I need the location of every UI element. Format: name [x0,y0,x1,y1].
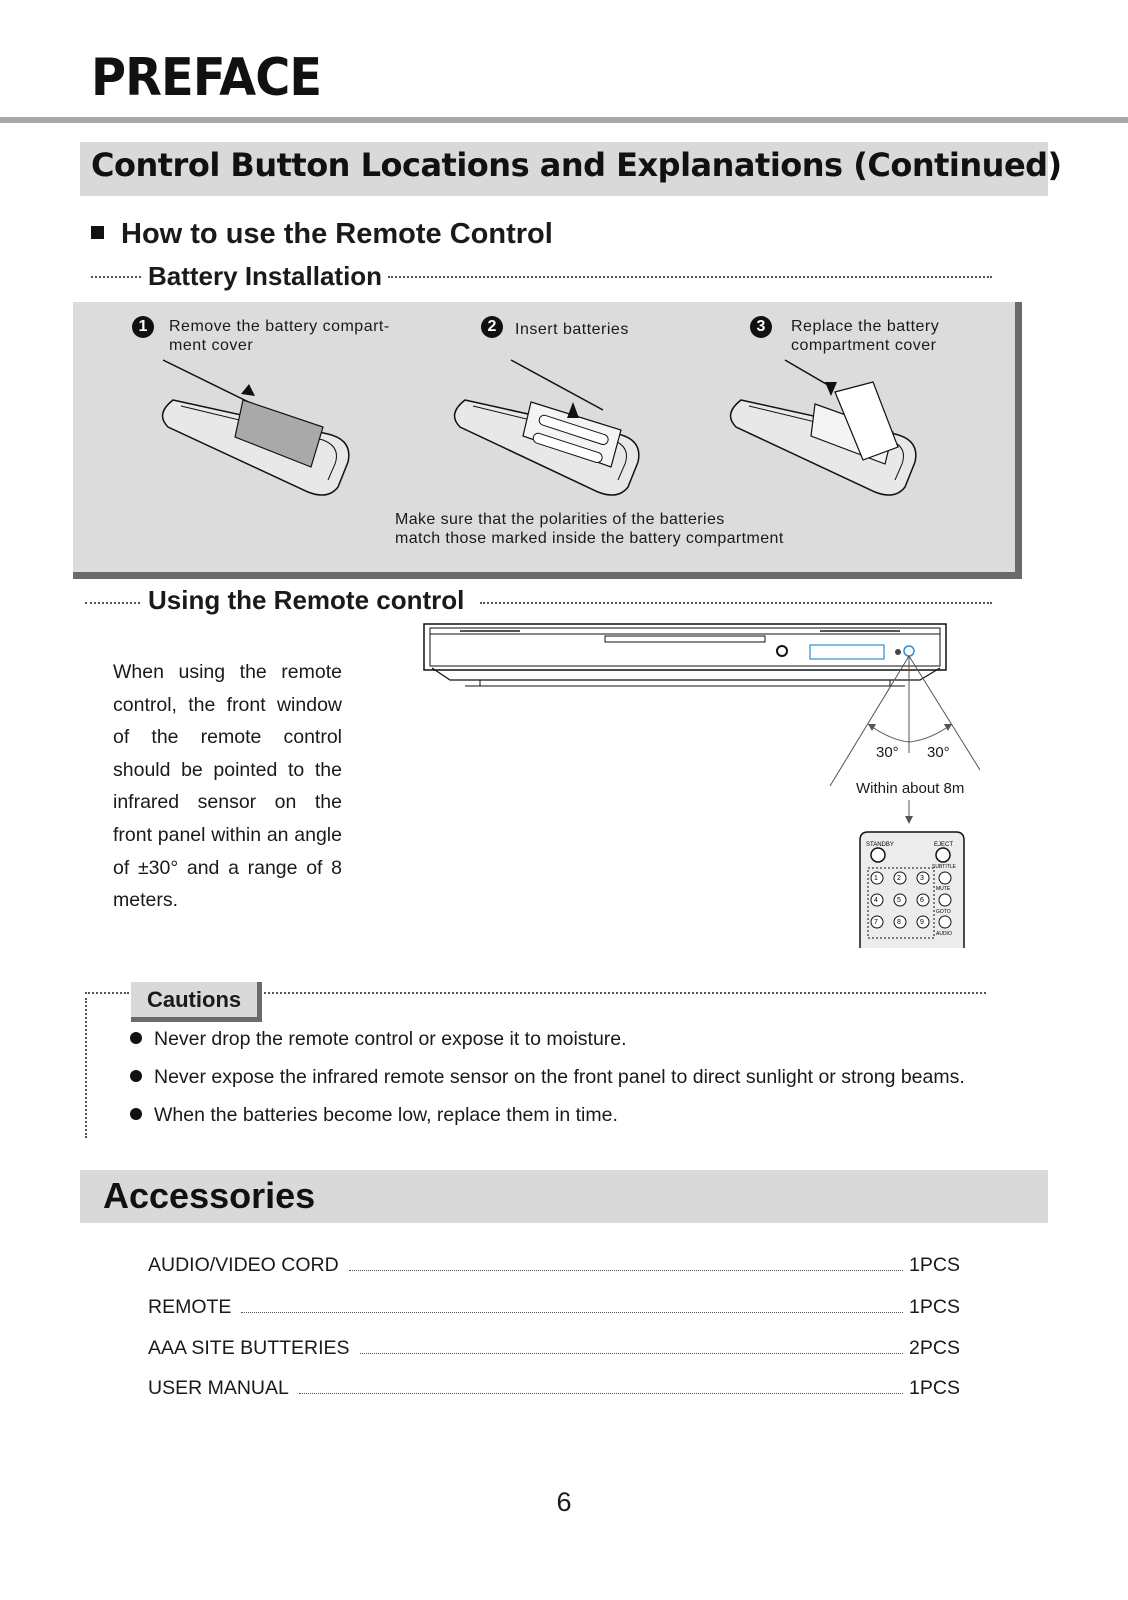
vertical-dotted-leader [85,998,87,1138]
battery-installation-panel [73,302,1022,579]
cautions-heading: Cautions [147,987,242,1012]
standby-label: STANDBY [866,842,894,848]
accessory-qty: 1PCS [909,1296,960,1318]
accessory-name: USER MANUAL [148,1377,289,1399]
dotted-leader [388,276,992,278]
key-9: 9 [920,919,924,926]
key-2: 2 [897,875,901,882]
caution-item [130,1028,627,1051]
step-2-number: 2 [481,316,503,338]
polarity-note [395,510,784,548]
bullet-icon [130,1070,142,1082]
dotted-leader [299,1379,903,1394]
bullet-icon [130,1032,142,1044]
accessory-qty: 1PCS [909,1377,960,1399]
page-number: 6 [556,1487,572,1517]
step-1-line1: Remove the battery compart- [169,318,390,335]
step-3-line2: compartment cover [791,337,937,354]
dotted-leader [85,992,129,994]
angle-left-label: 30° [876,744,899,761]
using-remote-heading: Using the Remote control [148,585,465,615]
accessories-heading: Accessories [103,1175,316,1216]
caution-text: When the batteries become low, replace them in time. [154,1104,618,1126]
section-title: Control Button Locations and Explanations (Continued) [91,146,1062,184]
accessory-name: REMOTE [148,1296,232,1318]
dotted-leader [91,276,141,278]
step-1-line2: ment cover [169,337,254,354]
bullet-icon [130,1108,142,1120]
title-divider [0,117,1128,123]
dotted-leader [241,1298,903,1313]
remote-usage-paragraph: When using the remote control, the front window of the remote control should be pointed to the infrared sensor on the front panel within an angle of ±30° and a range of 8 meters. [113,661,342,912]
dvd-player-illustration [424,624,946,686]
accessory-qty: 2PCS [909,1337,960,1359]
step-3-number: 3 [750,316,772,338]
subtitle-label: SUBTITLE [932,864,956,870]
caution-item [130,1104,618,1127]
caution-text: Never drop the remote control or expose it to moisture. [154,1028,627,1050]
step-2-text: Insert batteries [515,321,629,338]
accessory-name: AUDIO/VIDEO CORD [148,1254,339,1276]
caution-text: Never expose the infrared remote sensor on the front panel to direct sunlight or strong beams. [154,1066,965,1088]
step-3-line1: Replace the battery [791,318,940,335]
dotted-leader [480,602,992,604]
polarity-note-line1: Make sure that the polarities of the batteries [395,511,725,528]
polarity-note-line2: match those marked inside the battery compartment [395,530,784,547]
accessory-qty: 1PCS [909,1254,960,1276]
section-header-bar [80,142,1062,196]
key-7: 7 [874,919,878,926]
step-1-text [169,317,390,355]
key-3: 3 [920,875,924,882]
key-4: 4 [874,897,878,904]
angle-right-label: 30° [927,744,950,761]
dotted-leader [349,1256,903,1271]
eject-label: EJECT [934,842,954,848]
battery-steps-illustration [73,352,1015,512]
battery-installation-heading: Battery Installation [148,261,383,291]
subsection-title [91,218,553,251]
accessory-name: AAA SITE BUTTERIES [148,1337,350,1359]
accessories-header-bar [80,1170,1048,1223]
mute-label: MUTE [936,886,951,892]
key-5: 5 [897,897,901,904]
key-1: 1 [874,875,878,882]
square-bullet-icon [91,226,104,239]
accessory-row [148,1254,960,1278]
dotted-leader [360,1339,903,1354]
dotted-leader [85,602,140,604]
key-6: 6 [920,897,924,904]
accessory-row [148,1377,960,1401]
cautions-tab [131,982,262,1022]
ir-angle-lines [830,656,980,824]
remote-top-illustration [860,832,964,948]
remote-close-illustration [731,360,916,495]
remote-open-illustration [163,360,349,495]
audio-label: AUDIO [936,931,952,937]
caution-item [130,1066,965,1089]
step-1-number: 1 [132,316,154,338]
remote-insert-illustration [455,360,639,495]
page-title: PREFACE [91,48,322,108]
key-8: 8 [897,919,901,926]
goto-label: GOTO [936,909,951,915]
range-label: Within about 8m [856,780,965,797]
accessory-row [148,1337,960,1361]
subsection-title-text: How to use the Remote Control [121,218,553,250]
accessory-row [148,1296,960,1320]
step-3-text [791,317,939,355]
dotted-leader [264,992,986,994]
